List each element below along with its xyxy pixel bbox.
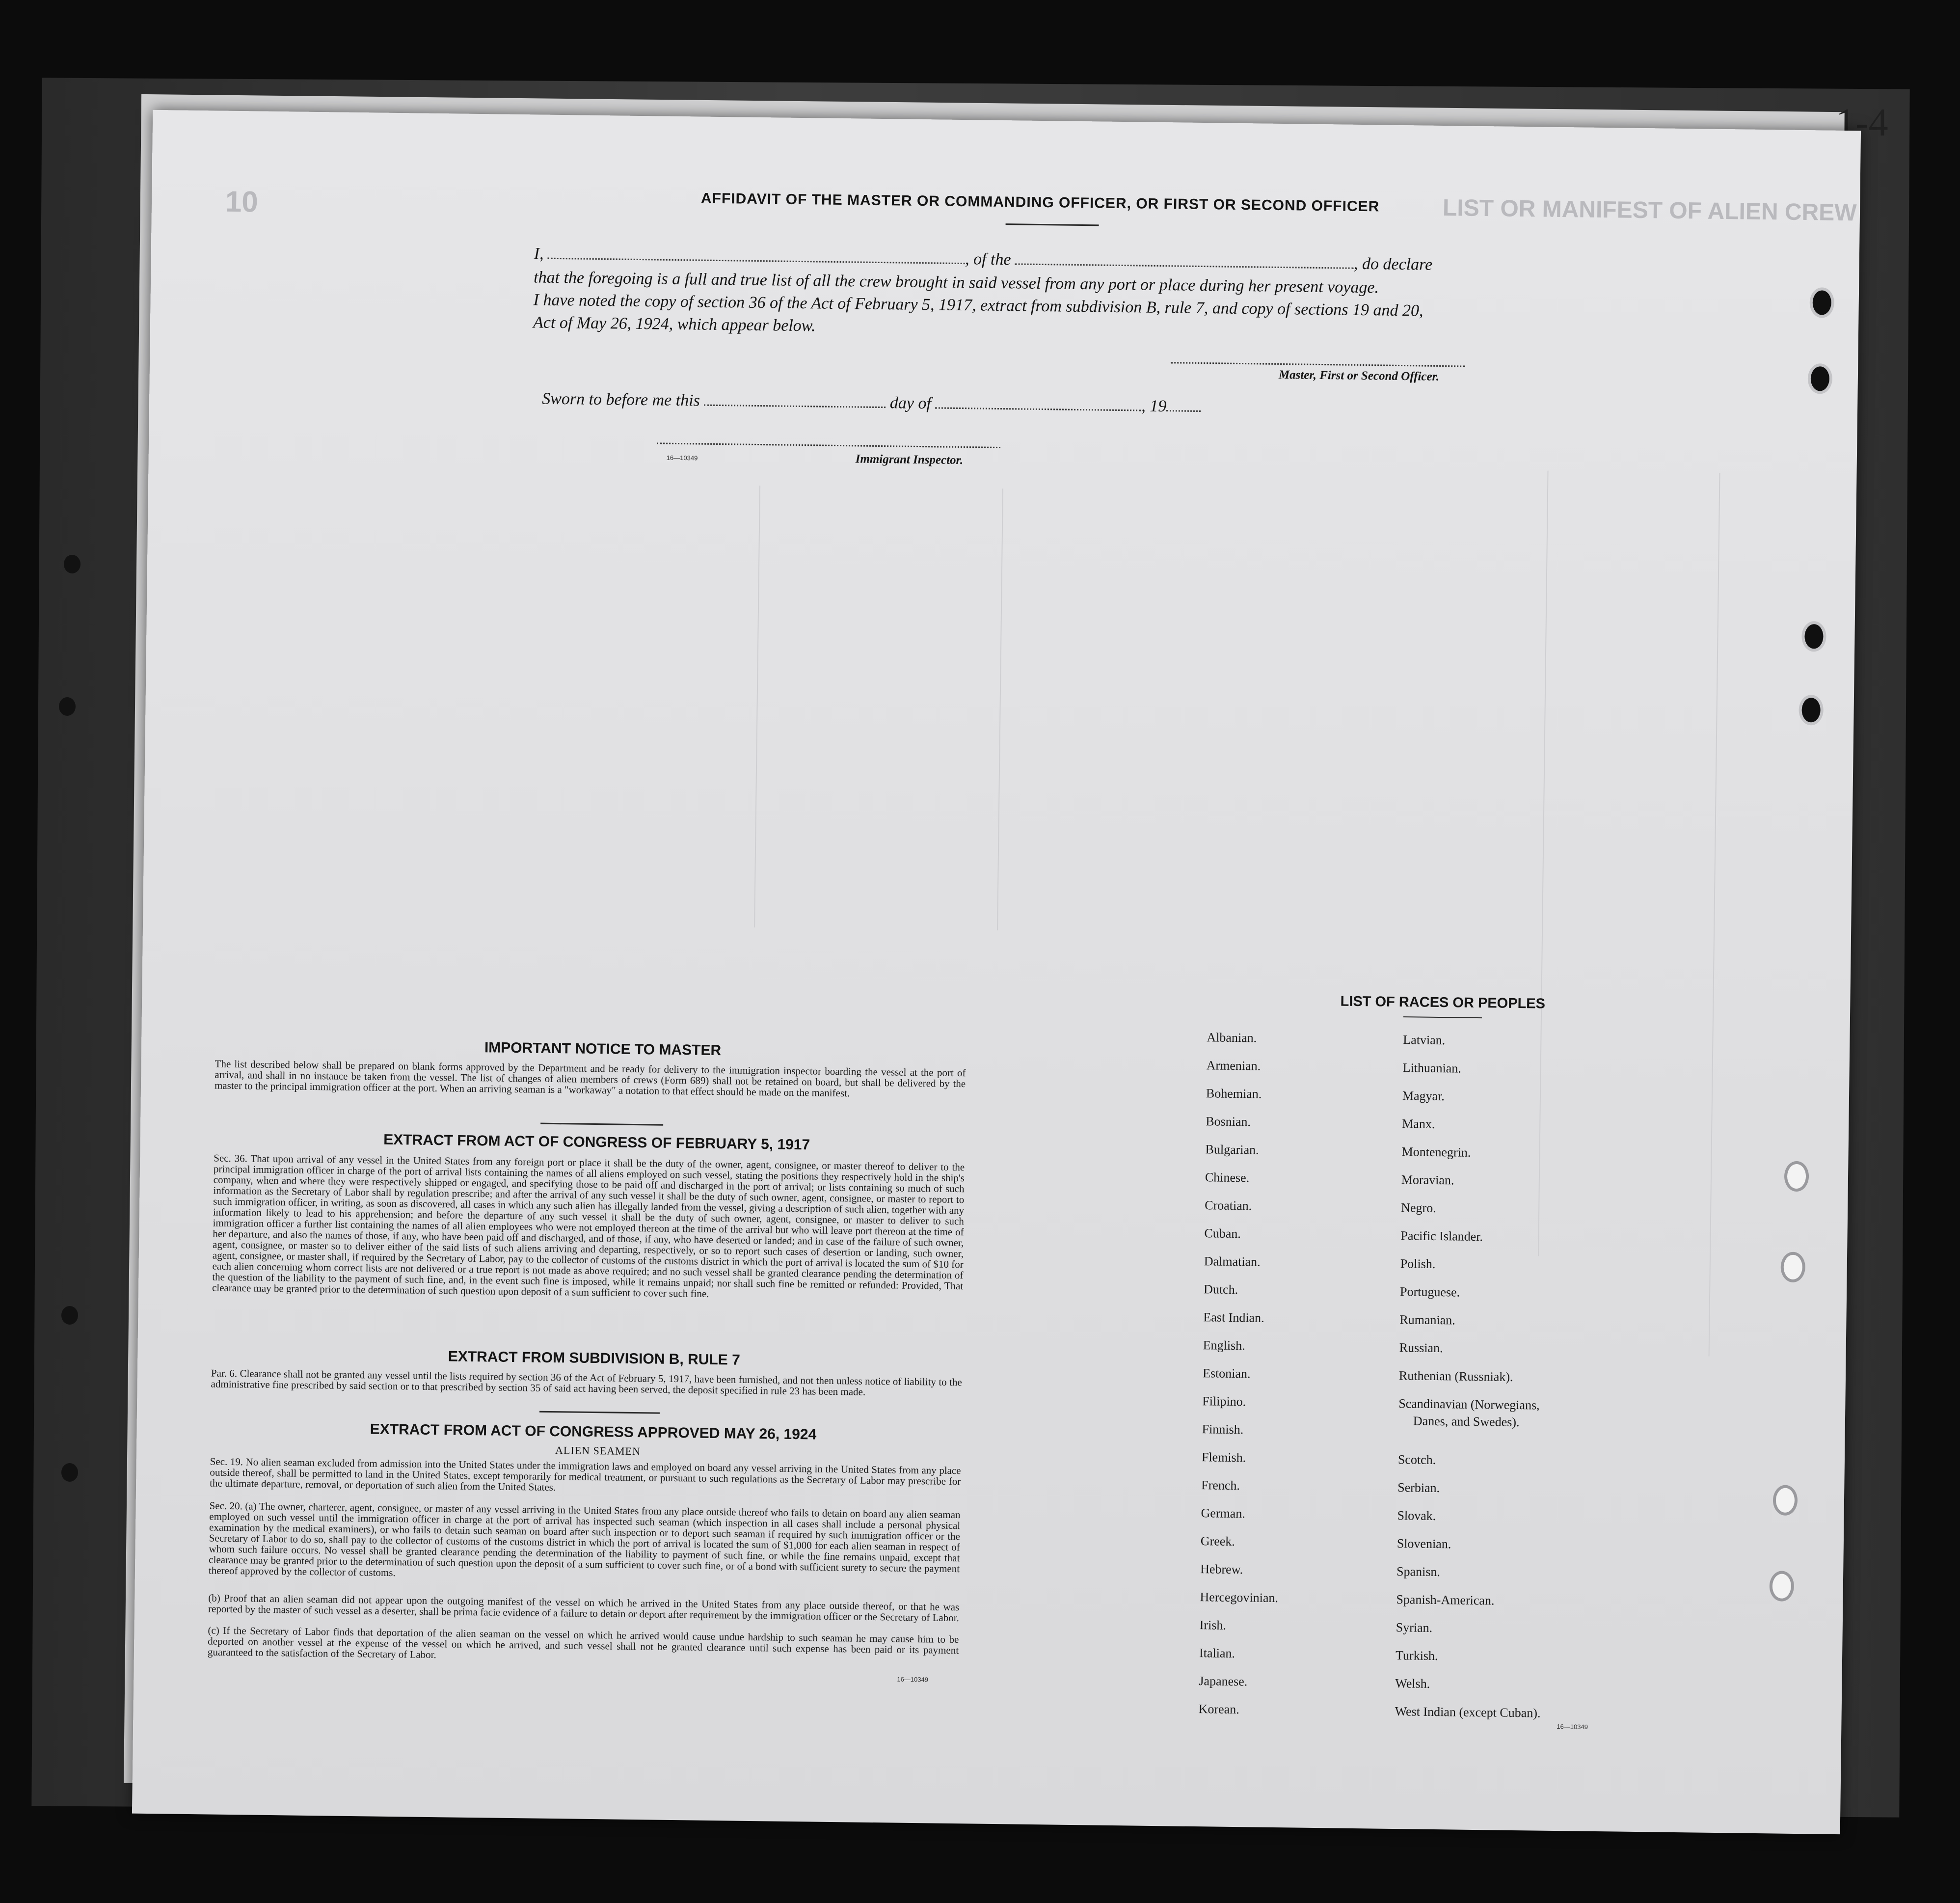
race-item: Greek.	[1200, 1534, 1235, 1549]
sec19-text: Sec. 19. No alien seaman excluded from admission into the United States under the immigration laws and employed on board any vessel arriving in the United States from any place outside thereof, shall be permitted to land in the United States, except temporarily for medical treatment, or pursuant to such regulations as the Secretary of Labor may prescribe for the ultimate departure, removal, or deportation of such alien from the United States.	[210, 1455, 961, 1494]
punch-hole	[1808, 363, 1833, 394]
race-item: Armenian.	[1206, 1058, 1261, 1073]
race-item: Bosnian.	[1206, 1114, 1251, 1129]
race-item: Hercegovinian.	[1200, 1590, 1279, 1605]
race-item: Albanian.	[1207, 1030, 1257, 1045]
day-of-label: day of	[889, 394, 932, 413]
race-item: Dalmatian.	[1204, 1254, 1261, 1269]
race-item: Lithuanian.	[1402, 1060, 1461, 1076]
bleed-through-line	[1538, 471, 1549, 1256]
race-item: Cuban.	[1204, 1226, 1241, 1241]
alien-seamen-subheading: ALIEN SEAMEN	[555, 1444, 641, 1458]
sec20b-text: (b) Proof that an alien seaman did not appear upon the outgoing manifest of the vessel on which he arrived in the United States from any place outside thereof, or that he was reported by the master of such vessel as a deserter, shall be prima facie evidence of a failure to detain or deport after requirement by the immigration officer or the Secretary of Labor.	[208, 1592, 960, 1624]
race-item: Estonian.	[1202, 1366, 1251, 1381]
sec20a-text: Sec. 20. (a) The owner, charterer, agent, consignee, or master of any vessel arriving in the United States from any place outside thereof who fails to detain on board any alien seaman employed on such vessel until the immigration officer in charge at the port of arrival has inspected such seaman (which inspection in all cases shall include a personal physical examination by the medical examiners), or who fails to detain such seaman on board after such inspection or to deport such seaman if required by such immigration officer or the Secretary of Labor to do so, shall pay to the collector of customs of the customs district in which the port of arrival is located the sum of $1,000 for each alien seaman in respect of whom such failure occurs. No vessel shall be granted clearance pending the determination of the liability to payment of such fine, or while the fine remains unpaid, except that clearance may be granted prior to the determination of such question upon the deposit of a sum sufficient to cover such fine, or of a bond with sufficient surety to secure the payment thereof approved by the collector of customs.	[208, 1499, 961, 1579]
races-title: LIST OF RACES OR PEOPLES	[1340, 993, 1546, 1012]
title-underline	[1006, 223, 1099, 226]
affidavit-line-3: I have noted the copy of section 36 of the Act of February 5, 1917, extract from subdivision B, rule 7, and copy of sections 19 and 20,	[533, 291, 1423, 320]
i-label: I,	[534, 245, 544, 263]
race-item: Flemish.	[1201, 1450, 1246, 1465]
name-blank	[548, 248, 965, 264]
punch-hole	[1773, 1485, 1798, 1516]
race-item: Welsh.	[1395, 1676, 1430, 1691]
master-label: Master, First or Second Officer.	[1278, 368, 1440, 383]
race-item: Dutch.	[1203, 1282, 1238, 1297]
punch-hole	[1769, 1571, 1794, 1602]
extract-1917-heading: EXTRACT FROM ACT OF CONGRESS OF FEBRUARY 5, 1917	[383, 1131, 810, 1153]
extract-1924-heading: EXTRACT FROM ACT OF CONGRESS APPROVED MAY 26, 1924	[370, 1421, 817, 1443]
left-binder-hole	[64, 555, 81, 573]
race-item: Scotch.	[1397, 1452, 1436, 1468]
race-item: Slovenian.	[1396, 1536, 1451, 1551]
form-number-bottom: 16—10349	[897, 1675, 929, 1684]
race-item: West Indian (except Cuban).	[1395, 1704, 1541, 1720]
race-item: Pacific Islander.	[1400, 1228, 1483, 1244]
race-item: Hebrew.	[1200, 1562, 1243, 1577]
punch-hole	[1809, 287, 1834, 318]
race-item: German.	[1201, 1506, 1245, 1521]
race-item: Serbian.	[1397, 1480, 1440, 1495]
left-binder-hole	[59, 697, 76, 716]
nineteen-label: , 19	[1141, 397, 1167, 416]
race-item: Chinese.	[1205, 1170, 1250, 1185]
affidavit-title: AFFIDAVIT OF THE MASTER OR COMMANDING OFFICER, OR FIRST OR SECOND OFFICER	[700, 190, 1380, 215]
race-item: Magyar.	[1402, 1088, 1445, 1104]
race-item: Spanisn.	[1396, 1564, 1441, 1579]
sec20c-text: (c) If the Secretary of Labor finds that deportation of the alien seaman on the vessel on which he arrived would cause undue hardship to such seaman he may cause him to be deported on another vessel at the expense of the vessel on which he arrived, and such vessel shall not be granted clearance until such expense has been paid or its payment guaranteed to the satisfaction of the Secretary of Labor.	[207, 1624, 959, 1661]
race-item: Slovak.	[1397, 1508, 1436, 1523]
race-item: Negro.	[1401, 1200, 1436, 1215]
form-number-races: 16—10349	[1557, 1723, 1588, 1731]
race-item: Latvian.	[1403, 1033, 1446, 1048]
notice-heading: IMPORTANT NOTICE TO MASTER	[484, 1039, 722, 1059]
race-item: Manx.	[1402, 1116, 1435, 1131]
race-item: Montenegrin.	[1401, 1144, 1471, 1160]
section-rule	[539, 1411, 660, 1414]
bleed-through-line	[754, 486, 760, 927]
extract-1917-text: Sec. 36. That upon arrival of any vessel in the United States from any foreign port or place it shall be the duty of the owner, agent, consignee, or master thereof to deliver to the principal immigration officer in charge of the port of arrival lists containing the names of all aliens employed on such vessel, stating the positions they respectively hold in the ship's company, when and where they were respectively shipped or engaged, and specifying those to be paid off and discharged in the port of arrival; or lists containing so much of such information as the Secretary of Labor shall by regulation prescribe; and after the arrival of any such vessel it shall be the duty of such owner, agent, consignee, or master to report to such immigration officer, in writing, as soon as discovered, all cases in which any such alien has illegally landed from the vessel, giving a description of such alien, together with any information likely to lead to his apprehension; and before the departure of any such vessel it shall be the duty of such owner, agent, consignee, or master to deliver to such immigration officer a further list containing the names of all alien employees who were not employed thereon at the time of the arrival but who will leave port thereon at the time of her departure, and also the names of those, if any, who have been paid off and discharged, and of those, if any, who have deserted or landed; and in case of the failure of such owner, agent, consignee, or master so to deliver either of the said lists of such aliens arriving and departing, respectively, or so to report such cases of desertion or landing, such owner, agent, consignee, or master shall, if required by the Secretary of Labor, pay to the collector of customs of the customs district in which the port of arrival is located the sum of $10 for each alien concerning whom correct lists are not delivered or a true report is not made as above required; and no such vessel shall be granted clearance pending the determination of the question of the liability to the payment of such fine, and, in the event such fine is imposed, while it remains unpaid; nor shall such fine be remitted or refunded: Provided, That clearance may be granted prior to the determination of such question upon deposit of a sum sufficient to cover such fine.	[212, 1152, 965, 1300]
section-rule	[540, 1123, 663, 1126]
race-item: Finnish.	[1202, 1422, 1244, 1437]
race-item: Russian.	[1399, 1340, 1443, 1356]
punch-hole	[1799, 695, 1824, 726]
notice-text: The list described below shall be prepared on blank forms approved by the Department and be ready for delivery to the immigration inspector boarding the vessel at the port of arrival, and shall in no instance be taken from the vessel. The list of changes of alien members of crews (Form 689) shall not be retained on board, but shall be delivered by the master to the principal immigration officer at the port. When an arriving seaman is a "workaway" a notation to that effect should be made on the manifest.	[214, 1058, 966, 1099]
bleed-through-line	[1709, 473, 1720, 1357]
vessel-blank	[1015, 253, 1354, 269]
race-item: Turkish.	[1395, 1648, 1438, 1663]
ghost-page-number: 10	[225, 185, 259, 218]
sworn-label: Sworn to before me this	[541, 389, 700, 410]
race-item: Italian.	[1199, 1646, 1235, 1661]
race-item: Spanish-American.	[1396, 1592, 1495, 1608]
do-declare-label: , do declare	[1353, 254, 1433, 274]
race-item: Syrian.	[1396, 1620, 1433, 1635]
race-item: Croatian.	[1205, 1198, 1252, 1213]
race-item: Korean.	[1198, 1702, 1239, 1717]
race-item: Bohemian.	[1206, 1086, 1262, 1101]
race-item: Polish.	[1400, 1256, 1436, 1271]
ghost-manifest-title: LIST OR MANIFEST OF ALIEN CREW	[1442, 194, 1857, 226]
race-item: Irish.	[1199, 1618, 1227, 1632]
race-item: Moravian.	[1401, 1172, 1454, 1188]
rule7-text: Par. 6. Clearance shall not be granted any vessel until the lists required by section 36 of the Act of February 5, 1917, have been furnished, and not then unless notice of liability to the administrative fine prescribed by said section or to that prescribed by section 35 of said act having been served, the deposit specified in rule 23 has been made.	[211, 1367, 962, 1398]
left-binder-hole	[61, 1306, 78, 1325]
bleed-through-line	[997, 489, 1003, 930]
affidavit-line-2: that the foregoing is a full and true list of all the crew brought in said vessel from any port or place during her present voyage.	[533, 268, 1379, 297]
of-the-label: , of the	[965, 250, 1011, 269]
race-item: Portuguese.	[1399, 1284, 1460, 1300]
inspector-signature-line	[657, 442, 1000, 448]
punch-hole	[1784, 1161, 1809, 1192]
punch-hole	[1801, 621, 1826, 652]
master-signature-line	[1171, 362, 1465, 367]
race-item: Scandinavian (Norwegians,	[1398, 1396, 1540, 1413]
left-binder-hole	[61, 1463, 78, 1482]
race-item: Danes, and Swedes).	[1413, 1414, 1520, 1430]
corner-handwritten-number: 1-4	[1836, 101, 1888, 144]
form-number-top: 16—10349	[666, 454, 698, 462]
race-item: Ruthenian (Russniak).	[1398, 1368, 1513, 1384]
affidavit-page	[132, 110, 1861, 1834]
rule7-heading: EXTRACT FROM SUBDIVISION B, RULE 7	[448, 1348, 741, 1368]
day-blank	[704, 395, 886, 408]
race-item: Bulgarian.	[1205, 1142, 1259, 1157]
affidavit-line-4: Act of May 26, 1924, which appear below.	[533, 313, 816, 335]
inspector-label: Immigrant Inspector.	[855, 452, 964, 467]
race-item: French.	[1201, 1478, 1240, 1493]
sworn-line	[542, 390, 1201, 416]
race-item: East Indian.	[1203, 1310, 1264, 1325]
race-item: Japanese.	[1199, 1674, 1248, 1689]
race-item: English.	[1203, 1338, 1245, 1353]
races-title-underline	[1403, 1016, 1482, 1018]
race-item: Filipino.	[1202, 1394, 1246, 1409]
year-blank	[1166, 400, 1201, 412]
race-item: Rumanian.	[1399, 1312, 1455, 1328]
month-blank	[935, 397, 1141, 411]
punch-hole	[1780, 1252, 1805, 1283]
